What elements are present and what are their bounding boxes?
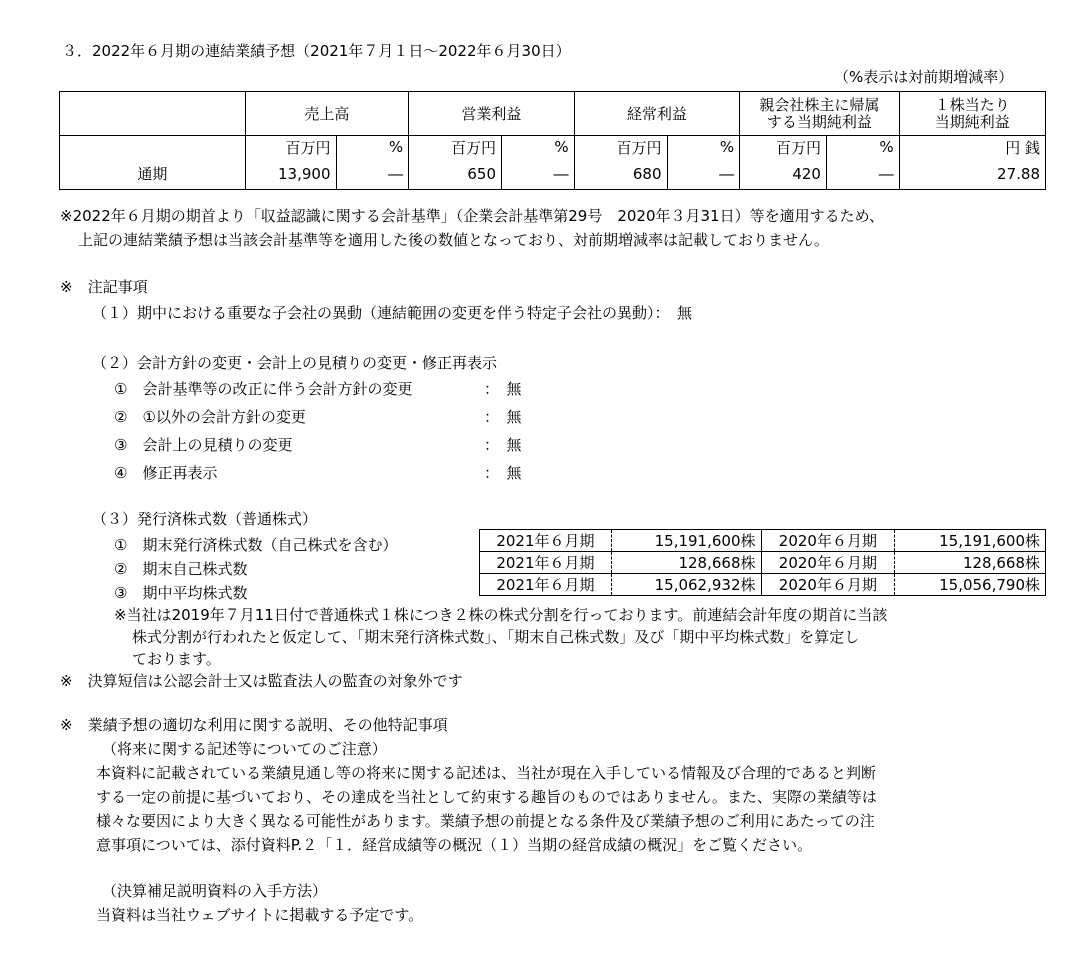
header-sales: 売上高 bbox=[245, 92, 408, 136]
unit-percent: % bbox=[667, 136, 740, 159]
forecast-note-line1: ※2022年６月期の期首より「収益認識に関する会計基準」（企業会計基準第29号 2020年３月31日）等を適用するため、 bbox=[60, 207, 884, 225]
value-sales-pct: ― bbox=[336, 159, 409, 190]
header-net-income bbox=[740, 92, 899, 136]
notes-item1: （１）期中における重要な子会社の異動（連結範囲の変更を伴う特定子会社の異動）： 無 bbox=[92, 304, 693, 322]
forecast-table bbox=[59, 91, 1046, 190]
audit-note: ※ 決算短信は公認会計士又は監査法人の監査の対象外です bbox=[60, 672, 463, 690]
explanation-sub1: （将来に関する記述等についてのご注意） bbox=[102, 740, 387, 758]
shares-period: 2020年６月期 bbox=[761, 530, 895, 552]
shares-value: 128,668株 bbox=[611, 552, 761, 574]
shares-value: 15,191,600株 bbox=[895, 530, 1046, 552]
shares-period: 2020年６月期 bbox=[761, 574, 895, 596]
unit-million-yen: 百万円 bbox=[574, 136, 667, 159]
shares-value: 15,062,932株 bbox=[611, 574, 761, 596]
split-note-line3: ております。 bbox=[132, 650, 221, 668]
item2-label-1: ① 会計基準等の改正に伴う会計方針の変更 bbox=[114, 380, 413, 398]
unit-million-yen: 百万円 bbox=[740, 136, 827, 159]
row-label-full-year: 通期 bbox=[60, 159, 246, 190]
header-net-income-line2: する当期純利益 bbox=[766, 112, 872, 131]
shares-period: 2021年６月期 bbox=[480, 530, 612, 552]
shares-value: 15,056,790株 bbox=[895, 574, 1046, 596]
split-note-line2: 株式分割が行われたと仮定して、「期末発行済株式数」、「期末自己株式数」及び「期中平均株式数」を算定し bbox=[132, 628, 860, 646]
unit-million-yen: 百万円 bbox=[409, 136, 502, 159]
shares-value: 128,668株 bbox=[895, 552, 1046, 574]
explanation-body-line3: 様々な要因により大きく異なる可能性があります。業績予想の前提となる条件及び業績予想のご利用にあたっての注 bbox=[96, 812, 875, 830]
percent-note: （%表示は対前期増減率） bbox=[834, 68, 1014, 86]
value-net: 420 bbox=[740, 159, 827, 190]
unit-percent: % bbox=[826, 136, 899, 159]
unit-percent: % bbox=[336, 136, 409, 159]
explanation-body-line4: 意事項については、添付資料P.２「１．経営成績等の概況（１）当期の経営成績の概況」をご覧ください。 bbox=[96, 836, 813, 854]
header-ordinary-income: 経常利益 bbox=[574, 92, 740, 136]
forecast-note-line2: 上記の連結業績予想は当該会計基準等を適用した後の数値となっており、対前期増減率は記載しておりません。 bbox=[78, 231, 829, 249]
item2-value-1: ： 無 bbox=[484, 380, 522, 398]
section-title: ３．2022年６月期の連結業績予想（2021年７月１日～2022年６月30日） bbox=[62, 42, 571, 60]
explanation-body2: 当資料は当社ウェブサイトに掲載する予定です。 bbox=[96, 906, 424, 924]
explanation-body-line2: する一定の前提に基づいており、その達成を当社として約束する趣旨のものではありません。また、実際の業績等は bbox=[96, 788, 877, 806]
item2-label-2: ② ①以外の会計方針の変更 bbox=[114, 408, 306, 426]
header-eps bbox=[899, 92, 1045, 136]
item2-value-2: ： 無 bbox=[484, 408, 522, 426]
value-sales: 13,900 bbox=[245, 159, 336, 190]
item3-label-2: ② 期末自己株式数 bbox=[114, 560, 248, 578]
unit-million-yen: 百万円 bbox=[245, 136, 336, 159]
shares-period: 2021年６月期 bbox=[480, 552, 612, 574]
item3-label-3: ③ 期中平均株式数 bbox=[114, 584, 248, 602]
notes-item3-title: （３）発行済株式数（普通株式） bbox=[92, 510, 318, 528]
unit-yen-sen: 円 銭 bbox=[899, 136, 1045, 159]
shares-table bbox=[479, 529, 1046, 596]
item2-label-3: ③ 会計上の見積りの変更 bbox=[114, 436, 293, 454]
shares-period: 2021年６月期 bbox=[480, 574, 612, 596]
split-note-line1: ※当社は2019年７月11日付で普通株式１株につき２株の株式分割を行っております。前連結会計年度の期首に当該 bbox=[114, 606, 888, 624]
notes-title: ※ 注記事項 bbox=[60, 278, 148, 296]
header-eps-line2: 当期純利益 bbox=[934, 112, 1010, 131]
value-ordinary: 680 bbox=[574, 159, 667, 190]
notes-item2-title: （２）会計方針の変更・会計上の見積りの変更・修正再表示 bbox=[92, 354, 498, 372]
shares-period: 2020年６月期 bbox=[761, 552, 895, 574]
shares-value: 15,191,600株 bbox=[611, 530, 761, 552]
value-operating-pct: ― bbox=[502, 159, 575, 190]
value-eps: 27.88 bbox=[899, 159, 1045, 190]
explanation-body-line1: 本資料に記載されている業績見通し等の将来に関する記述は、当社が現在入手している情報及び合理的であると判断 bbox=[96, 764, 877, 782]
header-blank bbox=[60, 92, 246, 136]
item2-value-4: ： 無 bbox=[484, 464, 522, 482]
explanation-sub2: （決算補足説明資料の入手方法） bbox=[102, 882, 328, 900]
item2-value-3: ： 無 bbox=[484, 436, 522, 454]
unit-blank bbox=[60, 136, 246, 159]
explanation-title: ※ 業績予想の適切な利用に関する説明、その他特記事項 bbox=[60, 716, 448, 734]
header-operating-income: 営業利益 bbox=[409, 92, 575, 136]
header-eps-line1: １株当たり bbox=[934, 95, 1010, 114]
item3-label-1: ① 期末発行済株式数（自己株式を含む） bbox=[114, 536, 398, 554]
value-net-pct: ― bbox=[826, 159, 899, 190]
item2-label-4: ④ 修正再表示 bbox=[114, 464, 218, 482]
header-net-income-line1: 親会社株主に帰属 bbox=[759, 95, 880, 114]
unit-percent: % bbox=[502, 136, 575, 159]
value-operating: 650 bbox=[409, 159, 502, 190]
value-ordinary-pct: ― bbox=[667, 159, 740, 190]
